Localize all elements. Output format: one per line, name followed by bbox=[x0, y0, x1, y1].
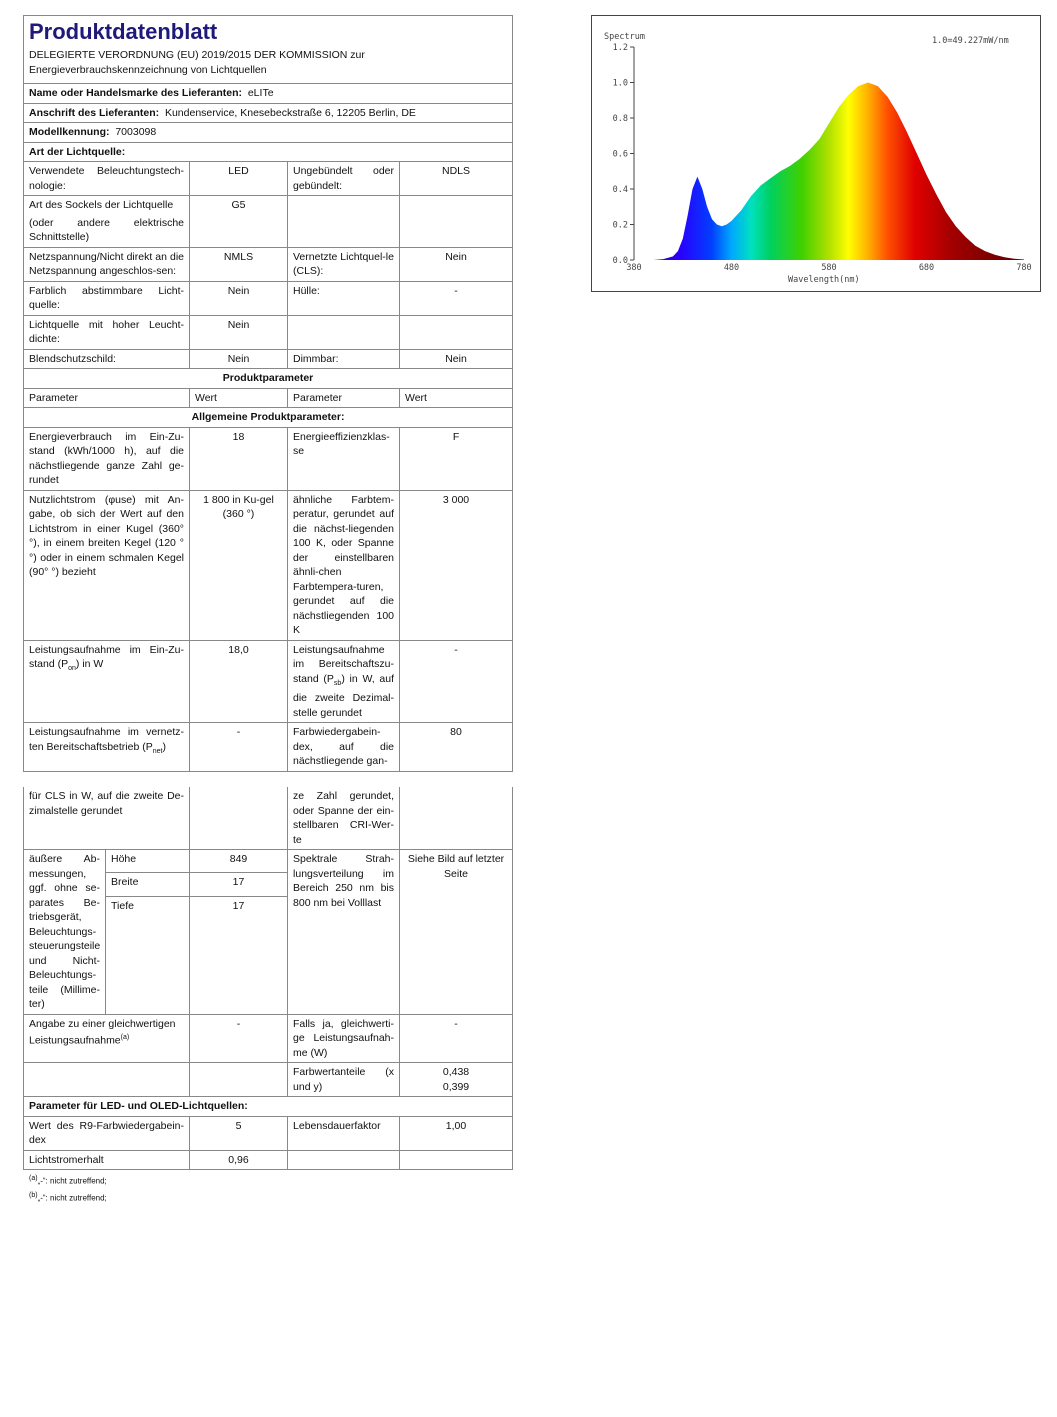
empty-cell bbox=[400, 315, 513, 349]
equivalent-watt-value: - bbox=[400, 1014, 513, 1063]
tunable-label: Farblich abstimmbare Licht-quelle: bbox=[24, 281, 190, 315]
datasheet-table-continued bbox=[23, 787, 513, 1170]
empty-cell bbox=[400, 787, 513, 850]
table-row bbox=[24, 281, 513, 315]
supplier-address-value: Kundenservice, Knesebeckstraße 6, 12205 Berlin, DE bbox=[164, 106, 416, 119]
column-header-value: Wert bbox=[400, 388, 513, 408]
depth-value: 17 bbox=[190, 896, 288, 1014]
supplier-address-row bbox=[24, 103, 513, 123]
luminous-flux-label: Nutzlichtstrom (φuse) mit An-gabe, ob sich der Wert auf den Lichtstrom in einer Kugel (360° °), in einem breiten Kegel (120 °°) oder in einem schmalen Kegel (90° °) bezieht bbox=[24, 490, 190, 640]
x-axis-label: Wavelength(nm) bbox=[788, 275, 860, 285]
led-parameters-heading: Parameter für LED- und OLED-Lichtquellen: bbox=[24, 1097, 513, 1117]
tunable-value: Nein bbox=[190, 281, 288, 315]
footnote-b bbox=[29, 1189, 512, 1206]
column-header-parameter: Parameter bbox=[24, 388, 190, 408]
table-row bbox=[24, 490, 513, 640]
datasheet-table bbox=[23, 15, 513, 772]
y-tick-label: 0.4 bbox=[612, 185, 628, 195]
energy-consumption-label: Energieverbrauch im Ein-Zu-stand (kWh/1000 h), auf die nächstliegende ganze Zahl ge-rundet bbox=[24, 427, 190, 490]
table-row bbox=[24, 196, 513, 248]
empty-cell bbox=[400, 1150, 513, 1170]
socket-label-line-2: (oder andere elektrische Schnittstelle) bbox=[29, 216, 184, 243]
networked-standby-label-continued: für CLS in W, auf die zweite De-zimalstelle gerundet bbox=[24, 787, 190, 850]
footnote-text: „-“: nicht zutreffend; bbox=[37, 1176, 107, 1186]
empty-cell bbox=[190, 787, 288, 850]
table-row bbox=[24, 723, 513, 772]
socket-label-line-1: Art des Sockels der Lichtquelle bbox=[29, 199, 174, 211]
energy-class-value: F bbox=[400, 427, 513, 490]
chromaticity-value bbox=[400, 1063, 513, 1097]
model-row bbox=[24, 123, 513, 143]
standby-power-label bbox=[288, 640, 400, 723]
tech-value: LED bbox=[190, 162, 288, 196]
tech-label: Verwendete Beleuchtungstech-nologie: bbox=[24, 162, 190, 196]
table-row bbox=[24, 1063, 513, 1097]
cri-value: 80 bbox=[400, 723, 513, 772]
table-row bbox=[24, 162, 513, 196]
table-row bbox=[24, 787, 513, 850]
cri-label: Farbwiedergabein-dex, auf die nächstliegende gan- bbox=[288, 723, 400, 772]
x-tick-label: 680 bbox=[918, 263, 935, 273]
networked-standby-value: - bbox=[190, 723, 288, 772]
subscript: on bbox=[68, 665, 76, 673]
supplier-name-value: eLITe bbox=[247, 87, 274, 99]
width-value: 17 bbox=[190, 873, 288, 896]
r9-label: Wert des R9-Farbwiedergabein-dex bbox=[24, 1116, 190, 1150]
footnote-text: „-“: nicht zutreffend; bbox=[37, 1193, 107, 1203]
r9-value: 5 bbox=[190, 1116, 288, 1150]
equivalent-watt-label: Falls ja, gleichwerti-ge Leistungsaufnah-me (W) bbox=[288, 1014, 400, 1063]
table-row bbox=[24, 1150, 513, 1170]
bundle-value: NDLS bbox=[400, 162, 513, 196]
x-tick-label: 480 bbox=[723, 263, 740, 273]
color-temperature-label: ähnliche Farbtem-peratur, gerundet auf die nächst-liegenden 100 K, oder Spanne der einstellbaren ähnli-chen Farbtempera-turen, gerundet auf die nächstliegenden 100 K bbox=[288, 490, 400, 640]
empty-cell bbox=[190, 1063, 288, 1097]
supplier-address-label: Anschrift des Lieferanten: bbox=[29, 106, 160, 119]
on-mode-power-text: Leistungsaufnahme im Ein-Zu-stand (P bbox=[29, 643, 184, 670]
subtitle-line-1: DELEGIERTE VERORDNUNG (EU) 2019/2015 DER KOMMISSION zur bbox=[29, 49, 365, 61]
chromaticity-label: Farbwertanteile (x und y) bbox=[288, 1063, 400, 1097]
equivalent-power-label bbox=[24, 1014, 190, 1063]
footnote-a bbox=[29, 1172, 512, 1189]
subtitle-line-2: Energieverbrauchskennzeichnung von Lichtquellen bbox=[29, 63, 267, 76]
column-header-value: Wert bbox=[190, 388, 288, 408]
datasheet-part-2 bbox=[23, 787, 512, 1205]
on-mode-power-text-end: ) in W bbox=[75, 658, 104, 670]
envelope-label: Hülle: bbox=[288, 281, 400, 315]
subscript: sb bbox=[333, 679, 342, 687]
table-row bbox=[24, 1116, 513, 1150]
table-row bbox=[24, 850, 513, 873]
lifetime-factor-label: Lebensdauerfaktor bbox=[288, 1116, 400, 1150]
empty-cell bbox=[288, 196, 400, 248]
on-mode-power-value: 18,0 bbox=[190, 640, 288, 723]
glare-label: Blendschutzschild: bbox=[24, 349, 190, 369]
chromaticity-x: 0,438 bbox=[442, 1066, 470, 1078]
model-value: 7003098 bbox=[115, 126, 157, 138]
high-luminance-value: Nein bbox=[190, 315, 288, 349]
empty-cell bbox=[288, 315, 400, 349]
socket-value: G5 bbox=[190, 196, 288, 248]
footnote-mark: (b) bbox=[29, 1191, 38, 1199]
standby-power-value: - bbox=[400, 640, 513, 723]
table-row bbox=[24, 640, 513, 723]
standby-power-text: Leistungsaufnahme im Bereitschaftszu-stand (P bbox=[293, 643, 394, 685]
depth-label: Tiefe bbox=[106, 896, 190, 1014]
envelope-value: - bbox=[400, 281, 513, 315]
standby-power-text-end: ) in W, auf die zweite Dezimal-stelle gerundet bbox=[293, 672, 395, 719]
light-source-type-heading: Art der Lichtquelle: bbox=[24, 142, 513, 162]
footnotes bbox=[29, 1172, 512, 1205]
energy-consumption-value: 18 bbox=[190, 427, 288, 490]
model-label: Modellkennung: bbox=[29, 126, 110, 138]
footnote-mark: (a) bbox=[29, 1175, 38, 1182]
x-tick-label: 780 bbox=[1016, 263, 1032, 273]
networked-standby-text-end: ) bbox=[162, 740, 166, 753]
lumen-maintenance-label: Lichtstromerhalt bbox=[24, 1150, 190, 1170]
y-tick-label: 1.2 bbox=[612, 43, 628, 53]
supplier-name-label: Name oder Handelsmarke des Lieferanten: bbox=[29, 87, 242, 99]
high-luminance-label: Lichtquelle mit hoher Leucht-dichte: bbox=[24, 315, 190, 349]
chromaticity-y: 0,399 bbox=[442, 1080, 470, 1093]
glare-value: Nein bbox=[190, 349, 288, 369]
height-label: Höhe bbox=[106, 850, 190, 873]
chart-annotation: 1.0=49.227mW/nm bbox=[932, 36, 1009, 46]
table-row bbox=[24, 427, 513, 490]
color-temperature-value: 3 000 bbox=[400, 490, 513, 640]
y-tick-label: 1.0 bbox=[612, 78, 628, 89]
supplier-name-row bbox=[24, 84, 513, 104]
table-row bbox=[24, 247, 513, 281]
table-header-row bbox=[24, 388, 513, 408]
dimmable-value: Nein bbox=[400, 349, 513, 369]
on-mode-power-label bbox=[24, 640, 190, 723]
cls-value: Nein bbox=[400, 247, 513, 281]
cri-label-continued: ze Zahl gerundet, oder Spanne der ein-stellbaren CRI-Wer-te bbox=[288, 787, 400, 850]
networked-standby-text: Leistungsaufnahme im vernetz-ten Bereitschaftsbetrieb (P bbox=[29, 726, 184, 753]
y-tick-label: 0.6 bbox=[612, 149, 628, 160]
cls-label: Vernetzte Lichtquel-le (CLS): bbox=[288, 247, 400, 281]
height-value: 849 bbox=[190, 850, 288, 873]
column-header-parameter: Parameter bbox=[288, 388, 400, 408]
dimensions-label: äußere Ab-messungen, ggf. ohne se-parates Be-triebsgerät, Beleuchtungs-steuerungsteile und Nicht-Beleuchtungs-teile (Millime-ter) bbox=[24, 850, 106, 1015]
y-tick-label: 0.8 bbox=[612, 114, 628, 124]
empty-cell bbox=[400, 196, 513, 248]
datasheet-page-1 bbox=[23, 15, 512, 768]
spectral-distribution-label: Spektrale Strah-lungsverteilung im Bereich 250 nm bis 800 nm bei Volllast bbox=[288, 850, 400, 1015]
spectrum-chart bbox=[591, 15, 1041, 292]
y-tick-label: 0.0 bbox=[612, 256, 628, 266]
lumen-maintenance-value: 0,96 bbox=[190, 1150, 288, 1170]
bundle-label: Ungebündelt oder gebündelt: bbox=[288, 162, 400, 196]
empty-cell bbox=[24, 1063, 190, 1097]
equivalent-power-value: - bbox=[190, 1014, 288, 1063]
equivalent-power-text: Angabe zu einer gleichwertigen Leistungsaufnahme bbox=[29, 1017, 176, 1047]
x-tick-label: 580 bbox=[821, 263, 837, 273]
y-tick-label: 0.2 bbox=[612, 220, 628, 231]
table-row bbox=[24, 1014, 513, 1063]
table-row bbox=[24, 349, 513, 369]
spectrum-svg bbox=[592, 16, 1040, 291]
page-title: Produktdatenblatt bbox=[24, 16, 513, 47]
datasheet-part-1 bbox=[23, 15, 512, 768]
energy-class-label: Energieeffizienzklas-se bbox=[288, 427, 400, 490]
table-row bbox=[24, 315, 513, 349]
subscript: net bbox=[152, 747, 163, 755]
dimmable-label: Dimmbar: bbox=[288, 349, 400, 369]
lifetime-factor-value: 1,00 bbox=[400, 1116, 513, 1150]
width-label: Breite bbox=[106, 873, 190, 896]
regulation-subtitle bbox=[24, 46, 513, 84]
spectral-distribution-value: Siehe Bild auf letzter Seite bbox=[400, 850, 513, 1015]
spectrum-area bbox=[634, 83, 1024, 261]
general-parameters-heading: Allgemeine Produktparameter: bbox=[24, 408, 513, 428]
luminous-flux-value: 1 800 in Ku-gel (360 °) bbox=[190, 490, 288, 640]
socket-label bbox=[24, 196, 190, 248]
networked-standby-label bbox=[24, 723, 190, 772]
mains-label: Netzspannung/Nicht direkt an die Netzspannung angeschlos-sen: bbox=[24, 247, 190, 281]
mains-value: NMLS bbox=[190, 247, 288, 281]
x-tick-label: 380 bbox=[626, 263, 642, 273]
superscript: (a) bbox=[120, 1034, 130, 1041]
empty-cell bbox=[288, 1150, 400, 1170]
chart-title: Spectrum bbox=[604, 32, 645, 42]
product-parameters-heading: Produktparameter bbox=[24, 369, 513, 389]
